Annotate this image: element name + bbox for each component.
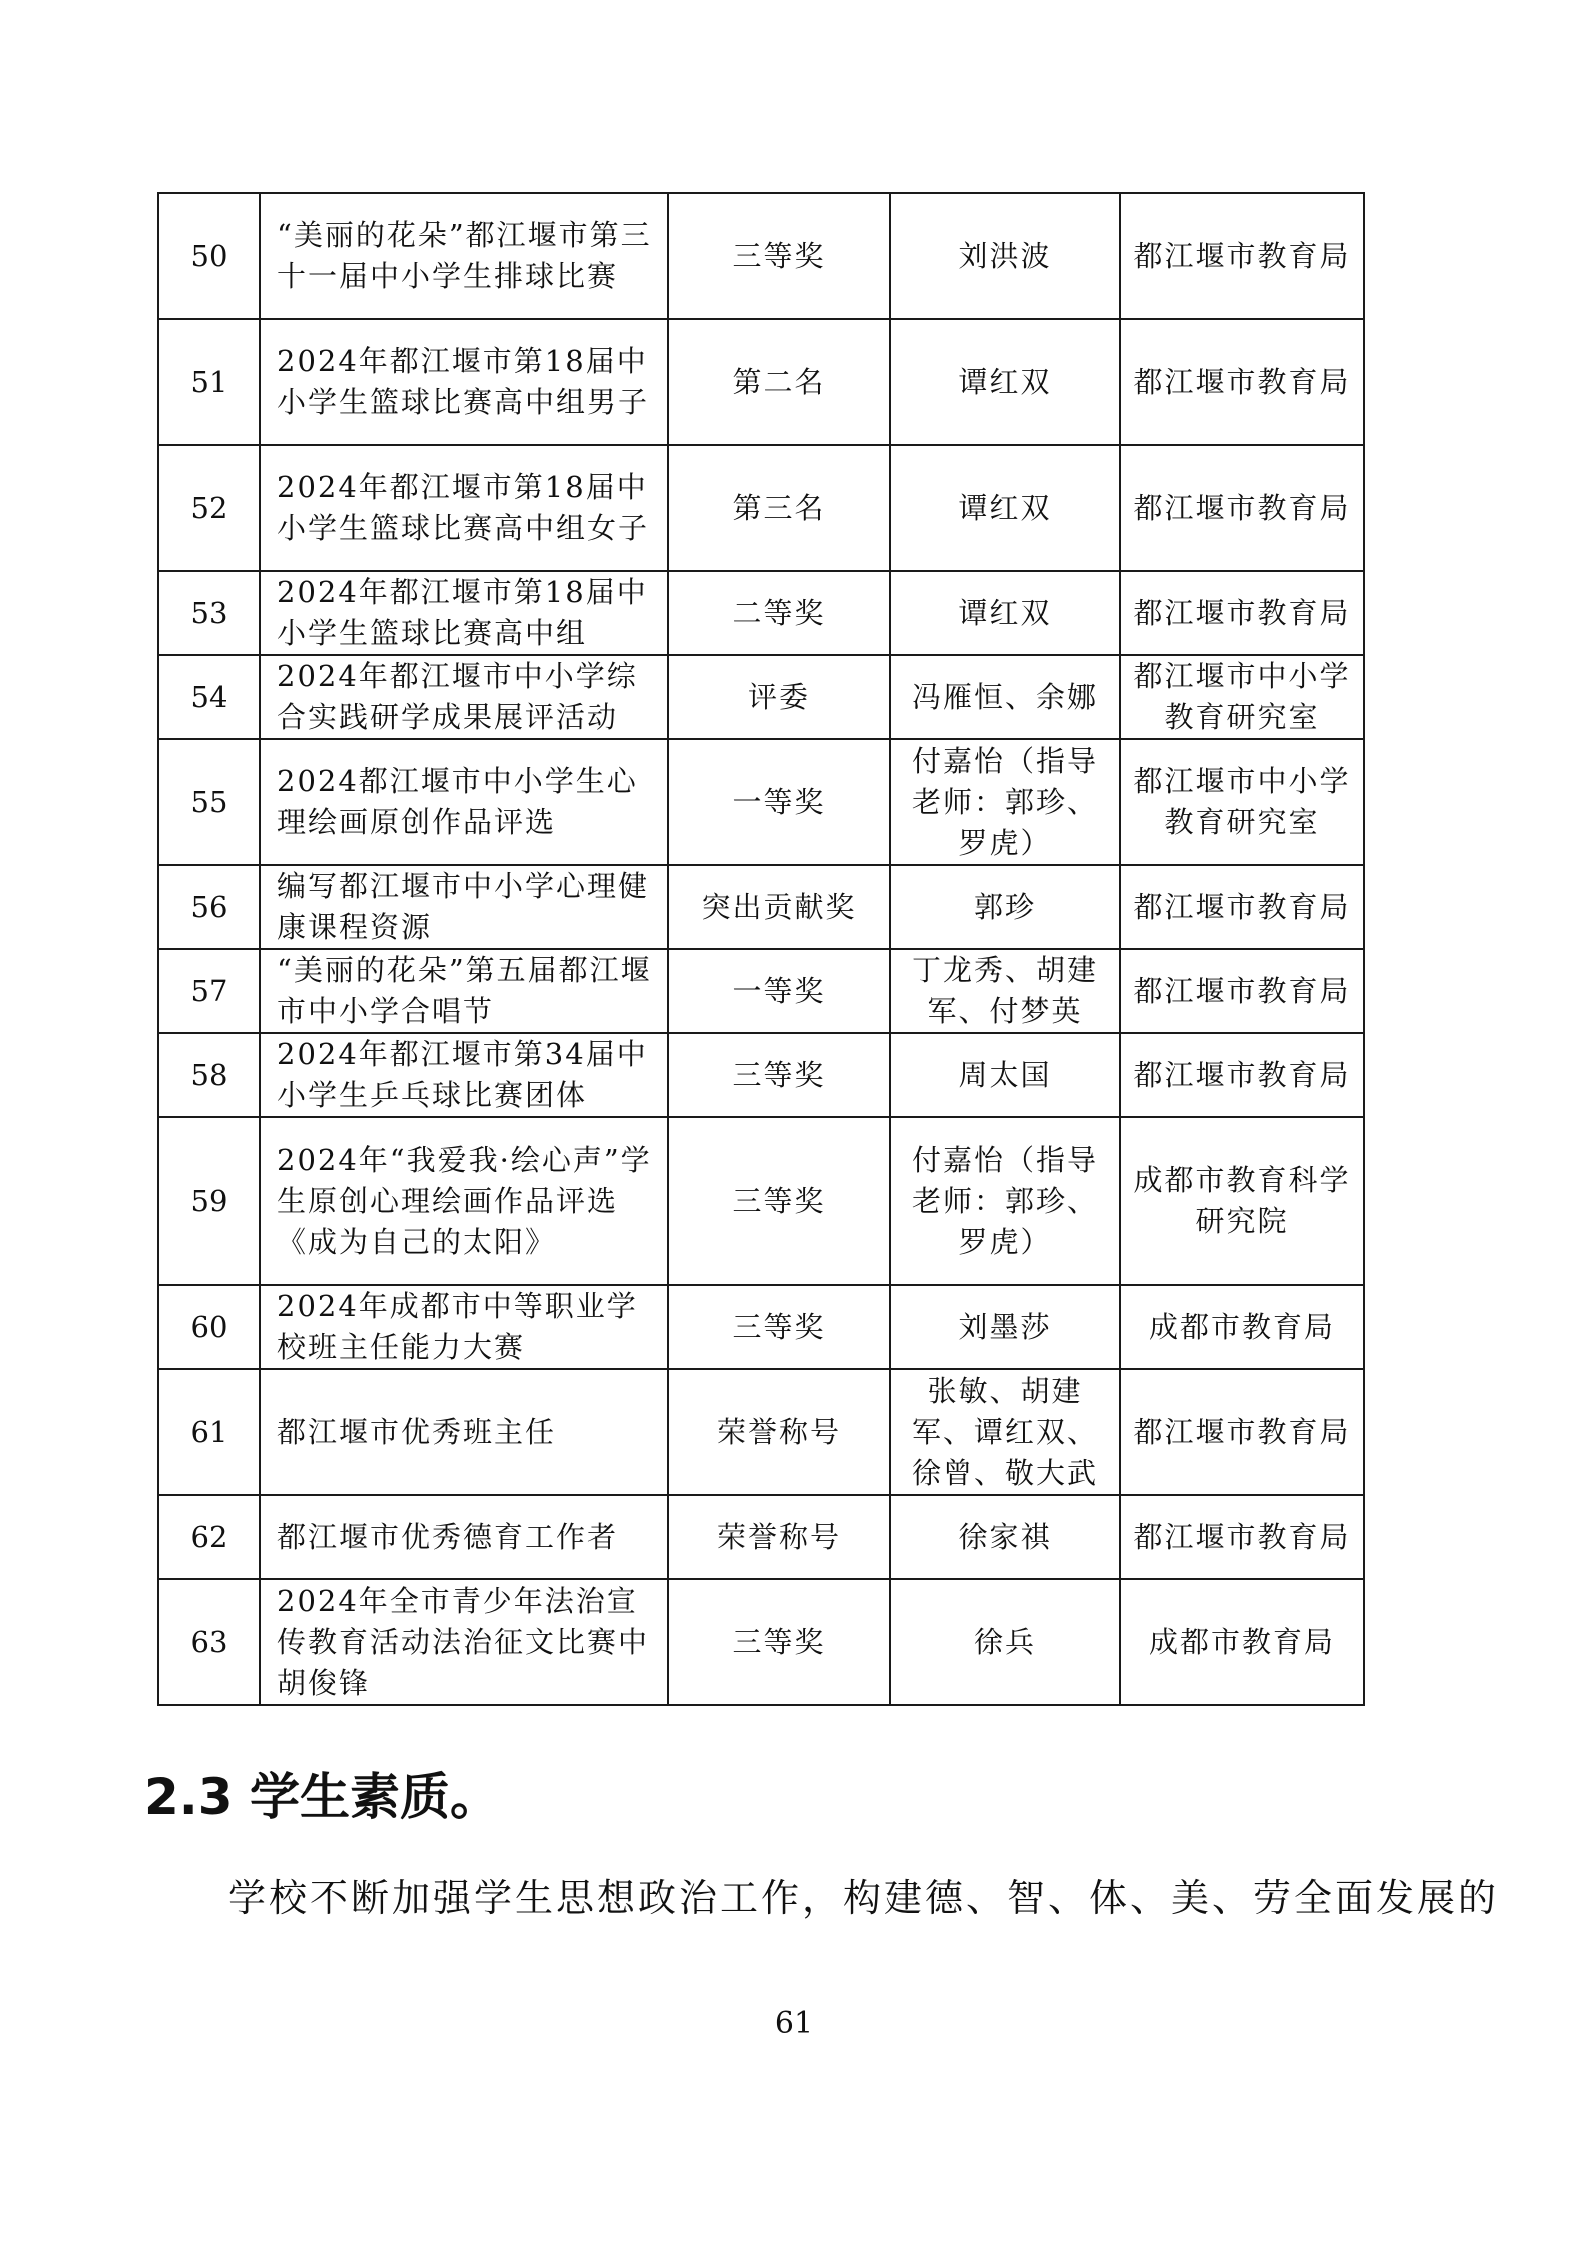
issuing-organization: 成都市教育科学研究院 [1120,1117,1364,1285]
award-level: 三等奖 [668,193,890,319]
winner-names: 周太国 [890,1033,1120,1117]
competition-name: 2024年都江堰市第18届中小学生篮球比赛高中组 [260,571,668,655]
table-row [158,1033,1364,1117]
table-row [158,949,1364,1033]
winner-names: 徐兵 [890,1579,1120,1705]
row-number: 51 [158,319,260,445]
section-heading: 2.3 学生素质。 [144,1768,500,1826]
winner-names: 付嘉怡（指导老师：郭珍、罗虎） [890,1117,1120,1285]
winner-names: 郭珍 [890,865,1120,949]
issuing-organization: 成都市教育局 [1120,1579,1364,1705]
row-number: 52 [158,445,260,571]
issuing-organization: 都江堰市教育局 [1120,865,1364,949]
row-number: 58 [158,1033,260,1117]
table-row [158,1369,1364,1495]
winner-names: 谭红双 [890,445,1120,571]
competition-name: 2024年都江堰市中小学综合实践研学成果展评活动 [260,655,668,739]
issuing-organization: 都江堰市中小学教育研究室 [1120,655,1364,739]
issuing-organization: 都江堰市教育局 [1120,1033,1364,1117]
competition-name: “美丽的花朵”都江堰市第三十一届中小学生排球比赛 [260,193,668,319]
table-row [158,739,1364,865]
competition-name: 编写都江堰市中小学心理健康课程资源 [260,865,668,949]
row-number: 54 [158,655,260,739]
row-number: 60 [158,1285,260,1369]
row-number: 50 [158,193,260,319]
table-row [158,1285,1364,1369]
body-paragraph: 学校不断加强学生思想政治工作，构建德、智、体、美、劳全面发展的 [228,1876,1500,1920]
issuing-organization: 都江堰市中小学教育研究室 [1120,739,1364,865]
winner-names: 冯雁恒、余娜 [890,655,1120,739]
row-number: 56 [158,865,260,949]
competition-name: 2024年全市青少年法治宣传教育活动法治征文比赛中胡俊锋 [260,1579,668,1705]
competition-name: 2024年都江堰市第18届中小学生篮球比赛高中组女子 [260,445,668,571]
award-level: 一等奖 [668,739,890,865]
competition-name: “美丽的花朵”第五届都江堰市中小学合唱节 [260,949,668,1033]
winner-names: 谭红双 [890,571,1120,655]
awards-table [157,192,1365,1706]
award-level: 三等奖 [668,1117,890,1285]
row-number: 55 [158,739,260,865]
row-number: 57 [158,949,260,1033]
issuing-organization: 都江堰市教育局 [1120,445,1364,571]
winner-names: 徐家祺 [890,1495,1120,1579]
award-level: 二等奖 [668,571,890,655]
winner-names: 张敏、胡建军、谭红双、徐曾、敬大武 [890,1369,1120,1495]
row-number: 59 [158,1117,260,1285]
issuing-organization: 都江堰市教育局 [1120,1495,1364,1579]
winner-names: 刘墨莎 [890,1285,1120,1369]
winner-names: 刘洪波 [890,193,1120,319]
award-level: 评委 [668,655,890,739]
award-level: 第二名 [668,319,890,445]
award-level: 荣誉称号 [668,1495,890,1579]
winner-names: 丁龙秀、胡建军、付梦英 [890,949,1120,1033]
table-row [158,865,1364,949]
row-number: 63 [158,1579,260,1705]
competition-name: 2024都江堰市中小学生心理绘画原创作品评选 [260,739,668,865]
issuing-organization: 都江堰市教育局 [1120,949,1364,1033]
issuing-organization: 都江堰市教育局 [1120,193,1364,319]
row-number: 62 [158,1495,260,1579]
competition-name: 都江堰市优秀德育工作者 [260,1495,668,1579]
table-row [158,193,1364,319]
winner-names: 谭红双 [890,319,1120,445]
table-row [158,655,1364,739]
table-row [158,319,1364,445]
table-row [158,1495,1364,1579]
competition-name: 2024年成都市中等职业学校班主任能力大赛 [260,1285,668,1369]
page-number: 61 [774,2006,814,2041]
issuing-organization: 成都市教育局 [1120,1285,1364,1369]
competition-name: 2024年都江堰市第34届中小学生乒乓球比赛团体 [260,1033,668,1117]
winner-names: 付嘉怡（指导老师：郭珍、罗虎） [890,739,1120,865]
award-level: 荣誉称号 [668,1369,890,1495]
award-level: 三等奖 [668,1033,890,1117]
issuing-organization: 都江堰市教育局 [1120,1369,1364,1495]
competition-name: 2024年都江堰市第18届中小学生篮球比赛高中组男子 [260,319,668,445]
award-level: 突出贡献奖 [668,865,890,949]
issuing-organization: 都江堰市教育局 [1120,319,1364,445]
competition-name: 都江堰市优秀班主任 [260,1369,668,1495]
award-level: 三等奖 [668,1579,890,1705]
table-row [158,1117,1364,1285]
award-level: 三等奖 [668,1285,890,1369]
competition-name: 2024年“我爱我·绘心声”学生原创心理绘画作品评选《成为自己的太阳》 [260,1117,668,1285]
issuing-organization: 都江堰市教育局 [1120,571,1364,655]
row-number: 53 [158,571,260,655]
table-row [158,571,1364,655]
award-level: 一等奖 [668,949,890,1033]
table-row [158,1579,1364,1705]
table-row [158,445,1364,571]
row-number: 61 [158,1369,260,1495]
award-level: 第三名 [668,445,890,571]
